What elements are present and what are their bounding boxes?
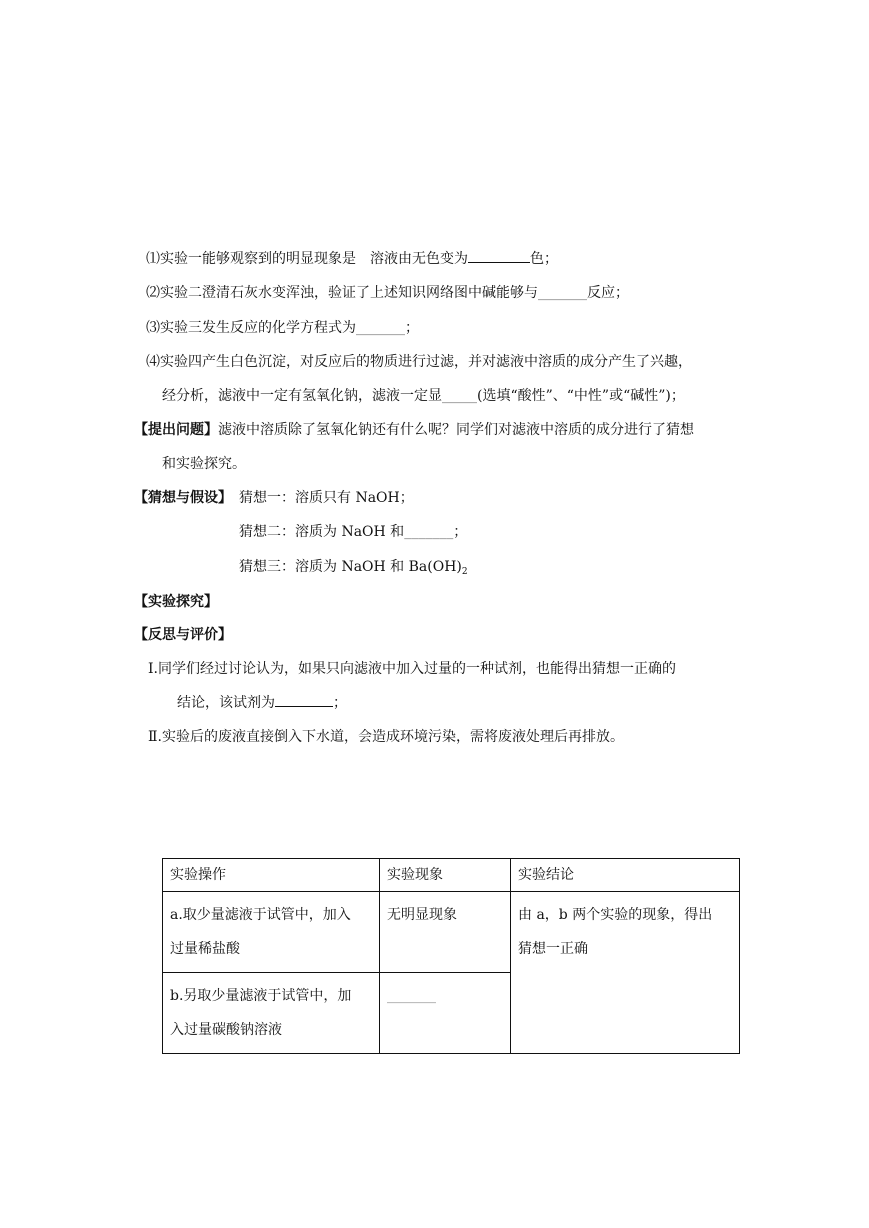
reflection-label: 【反思与评价】 <box>134 627 232 643</box>
answer-blank[interactable]: _____ <box>442 388 477 404</box>
row-a-operation <box>163 892 380 973</box>
hypothesis-section <box>134 488 232 508</box>
question-4-text: ⑷实验四产生白色沉淀，对反应后的物质进行过滤，并对滤液中溶质的成分产生了兴趣， <box>146 354 692 370</box>
header-operation: 实验操作 <box>163 859 380 892</box>
conclusion-line-1: 由 a，b 两个实验的现象，得出 <box>518 907 713 923</box>
reflection-i-line-2 <box>177 692 347 713</box>
conclusion-cell <box>511 892 740 1054</box>
problem-text-2 <box>162 454 246 474</box>
row-b-phenomenon[interactable] <box>380 973 511 1054</box>
question-1 <box>146 248 558 269</box>
question-4-suffix: (选填“酸性”、“中性”或“碱性”)； <box>477 388 685 404</box>
question-2-text: ⑵实验二澄清石灰水变浑浊，验证了上述知识网络图中碱能够与 <box>146 285 538 301</box>
hypothesis-2-text: 猜想二：溶质为 NaOH 和 <box>239 524 405 540</box>
problem-section <box>134 420 694 440</box>
question-4-line-1 <box>146 352 692 372</box>
reflection-i-text-2: 结论，该试剂为 <box>177 695 275 711</box>
problem-text-continued: 和实验探究。 <box>162 456 246 472</box>
hypothesis-3 <box>239 557 468 582</box>
table-row <box>163 892 740 973</box>
reflection-i-text: Ⅰ.同学们经过讨论认为，如果只向滤液中加入过量的一种试剂，也能得出猜想一正确的 <box>148 661 676 677</box>
conclusion-line-2: 猜想一正确 <box>518 941 588 957</box>
question-3-suffix: ； <box>405 320 419 336</box>
question-1-suffix: 色； <box>530 251 558 267</box>
inquiry-label: 【实验探究】 <box>134 594 218 610</box>
hypothesis-2-suffix: ； <box>453 524 468 540</box>
reflection-ii-text: Ⅱ.实验后的废液直接倒入下水道，会造成环境污染，需将废液处理后再排放。 <box>148 729 624 745</box>
question-2-suffix: 反应； <box>587 285 629 301</box>
answer-blank[interactable] <box>468 248 530 263</box>
header-conclusion: 实验结论 <box>511 859 740 892</box>
question-4-text-2: 经分析，滤液中一定有氢氧化钠，滤液一定显 <box>162 388 442 404</box>
question-1-text: ⑴实验一能够观察到的明显现象是 溶液由无色变为 <box>146 251 468 267</box>
answer-blank[interactable]: _______ <box>356 320 405 336</box>
header-phenomenon: 实验现象 <box>380 859 511 892</box>
answer-blank[interactable]: _______ <box>387 988 436 1004</box>
row-a-phenomenon <box>380 892 511 973</box>
row-a-operation-line-2: 过量稀盐酸 <box>170 941 240 957</box>
problem-label: 【提出问题】 <box>134 422 218 438</box>
reflection-ii-line <box>148 727 624 747</box>
answer-blank[interactable]: _______ <box>404 524 454 540</box>
question-3 <box>146 318 419 338</box>
hypothesis-1 <box>239 488 414 508</box>
hypothesis-2 <box>239 522 467 542</box>
hypothesis-1-text: 猜想一：溶质只有 NaOH； <box>239 490 414 506</box>
question-3-text: ⑶实验三发生反应的化学方程式为 <box>146 320 356 336</box>
question-2 <box>146 283 629 303</box>
reflection-i-line-1 <box>148 659 676 679</box>
table-header-row <box>163 859 740 892</box>
row-b-operation <box>163 973 380 1054</box>
row-a-phenomenon-text: 无明显现象 <box>387 907 457 923</box>
row-a-operation-line-1: a.取少量滤液于试管中，加入 <box>170 907 351 923</box>
hypothesis-3-text: 猜想三：溶质为 NaOH 和 Ba(OH) <box>239 559 462 575</box>
question-4-line-2 <box>162 386 685 406</box>
subscript: 2 <box>461 567 468 577</box>
reflection-i-suffix: ； <box>333 695 347 711</box>
answer-blank[interactable] <box>275 692 333 707</box>
answer-blank[interactable]: _______ <box>538 285 587 301</box>
row-b-operation-line-1: b.另取少量滤液于试管中，加 <box>170 988 352 1004</box>
row-b-operation-line-2: 入过量碳酸钠溶液 <box>170 1022 282 1038</box>
experiment-table <box>162 858 740 1054</box>
hypothesis-label: 【猜想与假设】 <box>134 490 232 506</box>
problem-text: 滤液中溶质除了氢氧化钠还有什么呢？同学们对滤液中溶质的成分进行了猜想 <box>218 422 694 438</box>
